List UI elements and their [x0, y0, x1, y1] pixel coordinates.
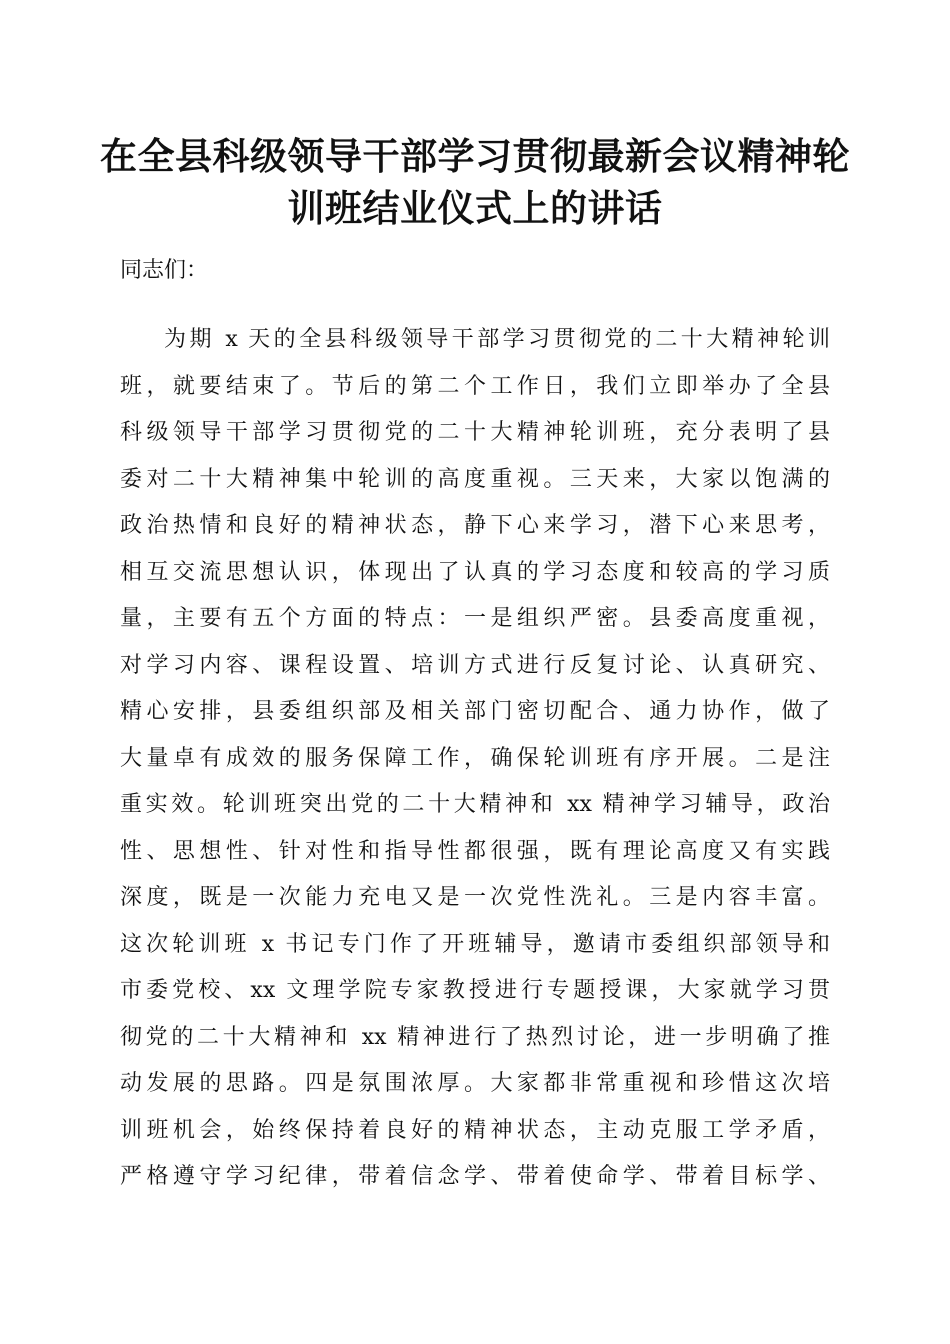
- paragraph-line: 科级领导干部学习贯彻党的二十大精神轮训班，充分表明了县: [120, 420, 830, 445]
- paragraph-line: 深度，既是一次能力充电又是一次党性洗礼。三是内容丰富。: [120, 885, 830, 910]
- paragraph-line: 性、思想性、针对性和指导性都很强，既有理论高度又有实践: [120, 838, 830, 864]
- paragraph-line: 对学习内容、课程设置、培训方式进行反复讨论、认真研究、: [120, 652, 830, 678]
- paragraph-line: 班，就要结束了。节后的第二个工作日，我们立即举办了全县: [120, 373, 830, 399]
- paragraph-line: 动发展的思路。四是氛围浓厚。大家都非常重视和珍惜这次培: [120, 1071, 830, 1096]
- page-title: [100, 130, 850, 234]
- paragraph-line: 重实效。轮训班突出党的二十大精神和 xx 精神学习辅导，政治: [120, 792, 830, 817]
- paragraph-line: 为期 x 天的全县科级领导干部学习贯彻党的二十大精神轮训: [164, 327, 830, 352]
- paragraph-line: 委对二十大精神集中轮训的高度重视。三天来，大家以饱满的: [120, 466, 830, 492]
- paragraph-line: 严格遵守学习纪律，带着信念学、带着使命学、带着目标学、: [120, 1164, 830, 1189]
- title-line: 在全县科级领导干部学习贯彻最新会议精神轮: [100, 134, 850, 178]
- paragraph-line: 训班机会，始终保持着良好的精神状态，主动克服工学矛盾，: [120, 1117, 830, 1143]
- paragraph-line: 大量卓有成效的服务保障工作，确保轮训班有序开展。二是注: [120, 745, 830, 771]
- paragraph-line: 量，主要有五个方面的特点：一是组织严密。县委高度重视，: [120, 606, 830, 631]
- paragraph-line: 政治热情和良好的精神状态，静下心来学习，潜下心来思考，: [120, 513, 830, 538]
- paragraph-line: 相互交流思想认识，体现出了认真的学习态度和较高的学习质: [120, 559, 830, 585]
- salutation: 同志们：: [120, 258, 209, 283]
- paragraph-line: 精心安排，县委组织部及相关部门密切配合、通力协作，做了: [120, 699, 830, 724]
- paragraph-line: 这次轮训班 x 书记专门作了开班辅导，邀请市委组织部领导和: [120, 931, 830, 957]
- title-line: 训班结业仪式上的讲话: [287, 186, 663, 230]
- body-paragraph: [120, 325, 830, 1209]
- paragraph-line: 市委党校、xx 文理学院专家教授进行专题授课，大家就学习贯: [120, 978, 830, 1003]
- paragraph-line: 彻党的二十大精神和 xx 精神进行了热烈讨论，进一步明确了推: [120, 1024, 830, 1050]
